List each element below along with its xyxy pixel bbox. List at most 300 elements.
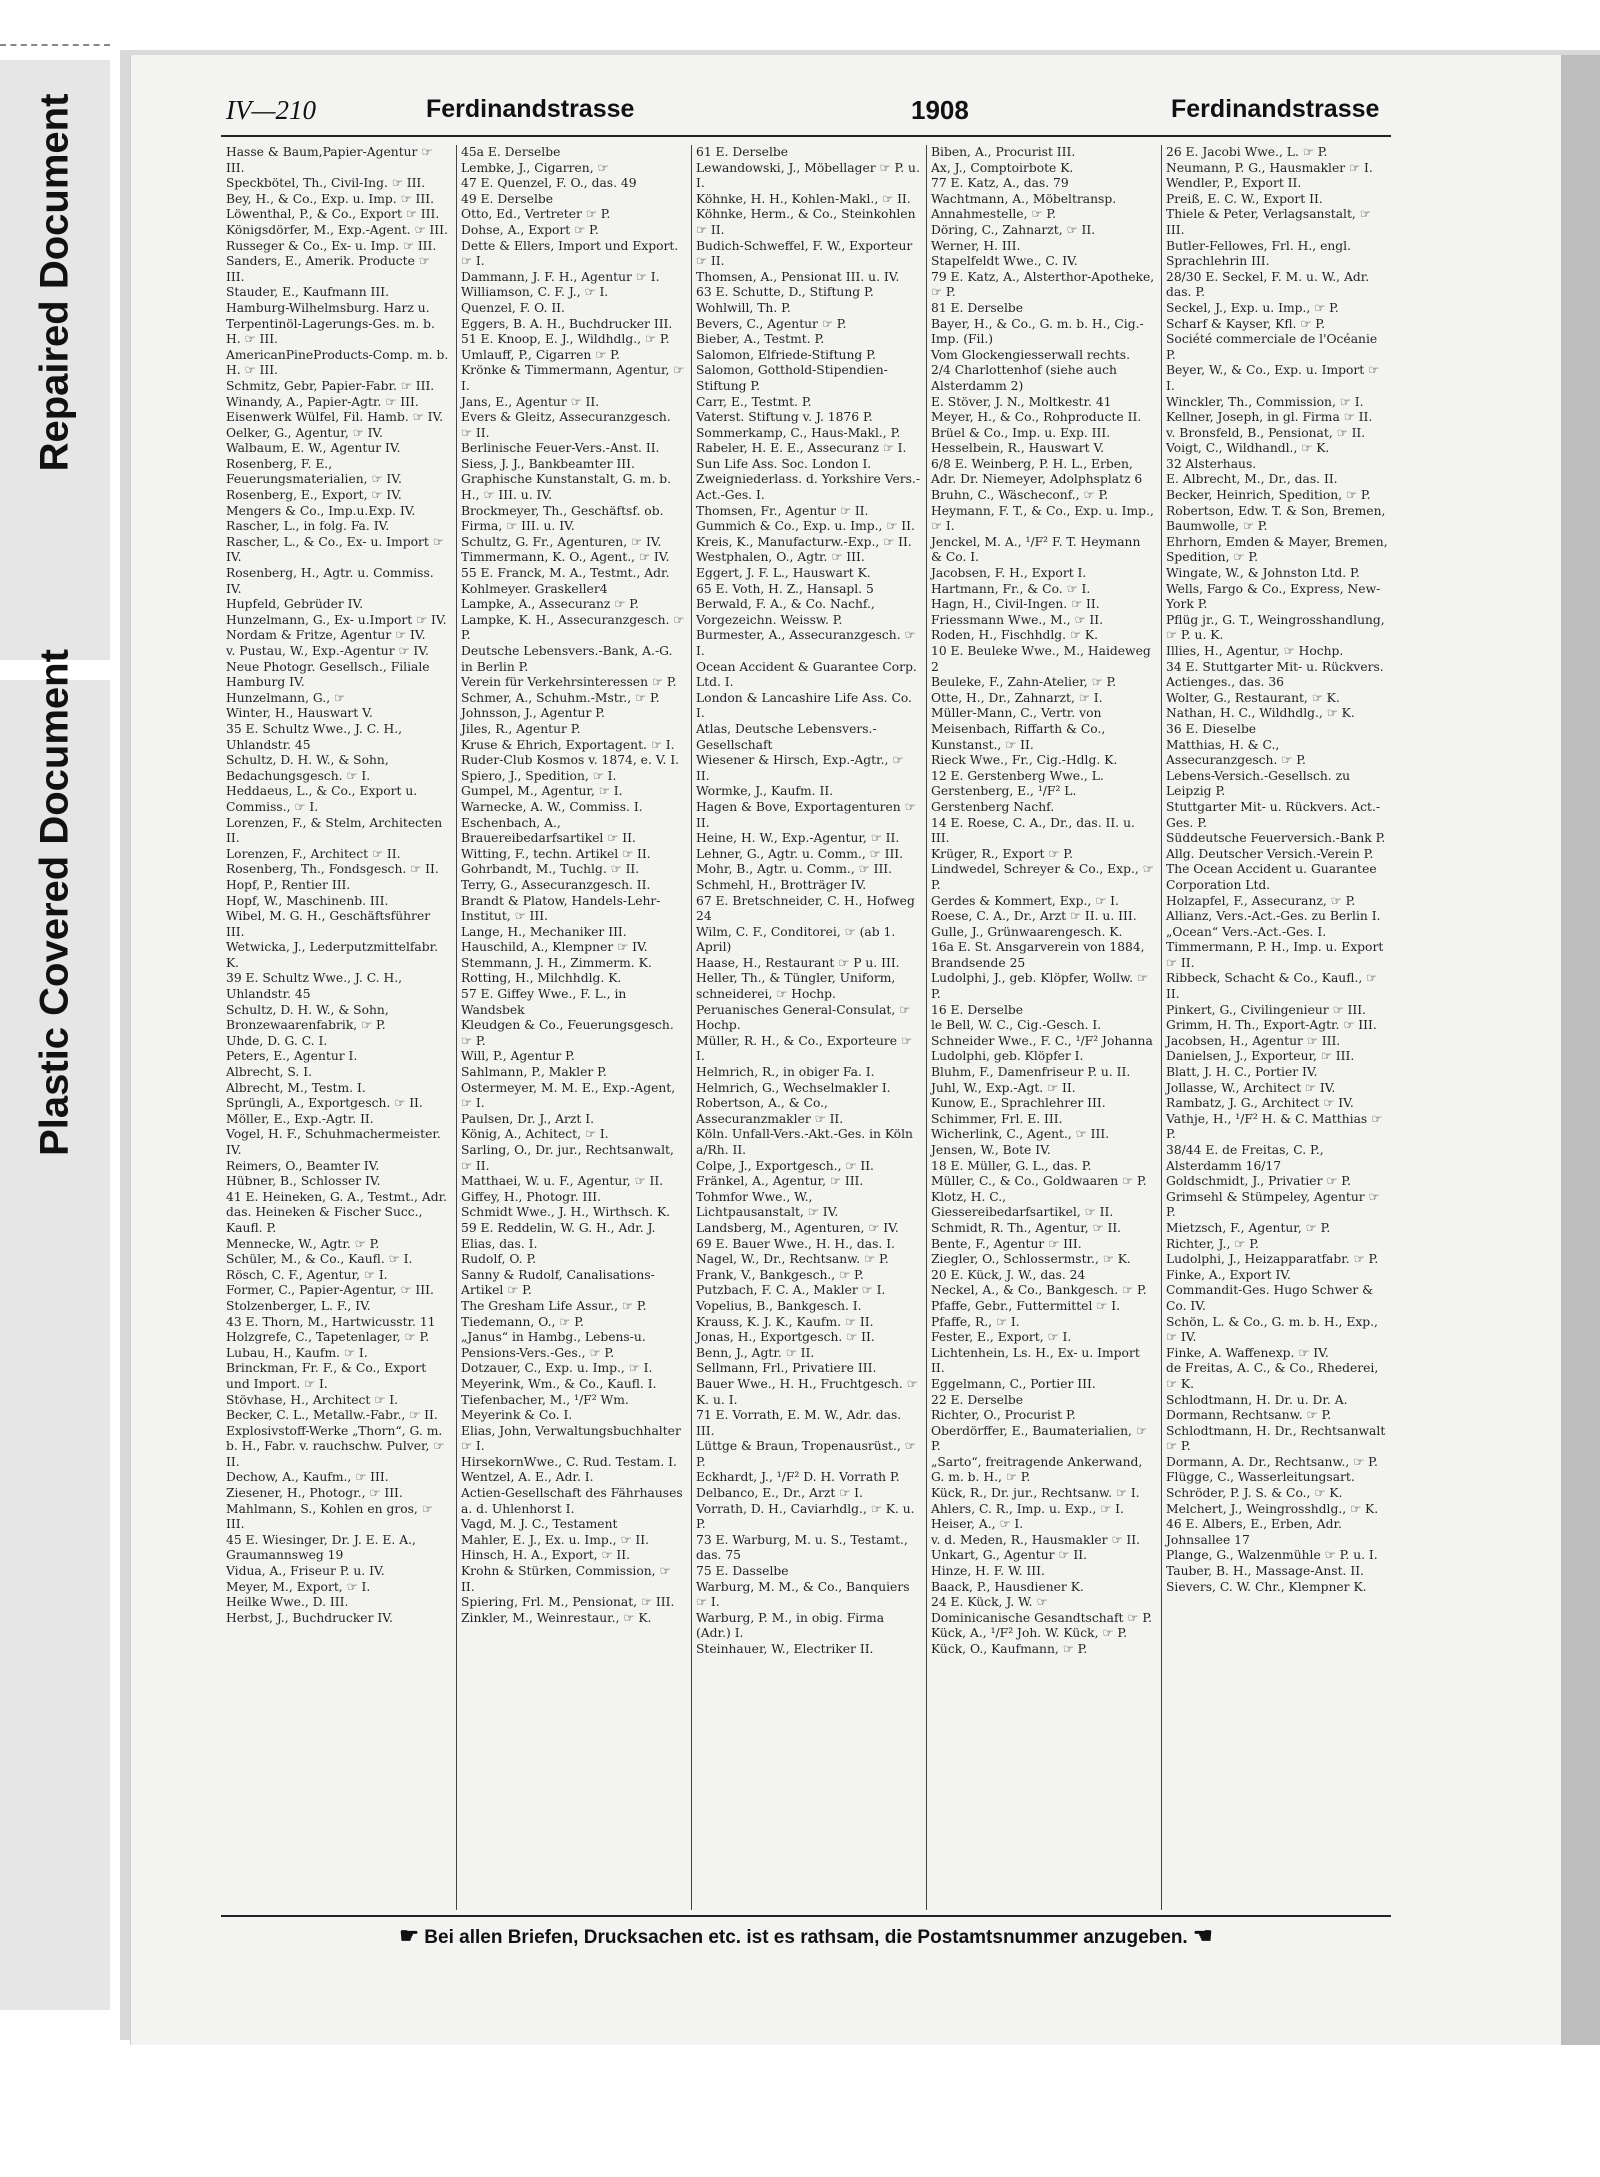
top-dashed-rule (0, 44, 110, 46)
directory-entry: Winandy, A., Papier-Agtr. ☞ III. (226, 394, 419, 409)
directory-entry: Hesselbein, R., Hauswart V. (931, 441, 1105, 456)
directory-entry: Schmidt Wwe., J. H., Wirthsch. K. (461, 1205, 671, 1220)
column-divider (691, 145, 692, 1910)
directory-entry: Heine, H. W., Exp.-Agentur, ☞ II. (696, 831, 900, 846)
directory-entry: Dominicanische Gesandtschaft ☞ P. (931, 1610, 1153, 1625)
directory-entry: 69 E. Bauer Wwe., H. H., das. I. (696, 1236, 895, 1251)
directory-entry: Bevers, C., Agentur ☞ P. (696, 316, 847, 331)
directory-entry: Rosenberg, E., Export, ☞ IV. (226, 488, 402, 503)
directory-entry: Rieck Wwe., Fr., Cig.-Hdlg. K. (931, 753, 1118, 768)
directory-entry: Schmehl, H., Brotträger IV. (696, 877, 867, 892)
directory-entry: Neumann, P. G., Hausmakler ☞ I. (1166, 160, 1373, 175)
directory-entry: Russeger & Co., Ex- u. Imp. ☞ III. (226, 238, 437, 253)
directory-entry: Scharf & Kayser, Kfl. ☞ P. (1166, 316, 1325, 331)
plastic-covered-document-label: Plastic Covered Document (32, 649, 77, 1156)
directory-entry: Hasse & Baum,Papier-Agentur ☞ III. (226, 145, 437, 175)
directory-entry: 22 E. Derselbe (931, 1392, 1024, 1407)
directory-entry: Atlas, Deutsche Lebensvers.-Gesellschaft (696, 721, 877, 752)
directory-entry: Krauss, K. J. K., Kaufm. ☞ II. (696, 1314, 874, 1329)
directory-entry: Müller, C., & Co., Goldwaaren ☞ P. (931, 1174, 1147, 1189)
directory-entry: Jonas, H., Exportgesch. ☞ II. (696, 1330, 875, 1345)
directory-entry: Gerdes & Kommert, Exp., ☞ I. (931, 893, 1119, 908)
directory-entry: Hagn, H., Civil-Ingen. ☞ II. (931, 597, 1100, 612)
directory-entry: Timmermann, P. H., Imp. u. Export ☞ II. (1166, 940, 1388, 970)
directory-entry: Lewandowski, J., Möbellager ☞ P. u. I. (696, 160, 924, 191)
directory-entry: 36 E. Dieselbe (1166, 721, 1257, 736)
directory-entry: Mahler, E. J., Ex. u. Imp., ☞ II. (461, 1532, 650, 1547)
directory-entry: Lichtenhein, Ls. H., Ex- u. Import II. (931, 1345, 1144, 1376)
directory-entry: Lange, H., Mechaniker III. (461, 924, 627, 939)
directory-entry: Spiero, J., Spedition, ☞ I. (461, 768, 617, 783)
directory-entry: Wiesener & Hirsch, Exp.-Agtr., ☞ II. (696, 753, 908, 783)
directory-entry: Kück, R., Dr. jur., Rechtsanw. ☞ I. (931, 1486, 1140, 1501)
directory-entry: 67 E. Bretschneider, C. H., Hofweg 24 (696, 893, 919, 924)
directory-entry: Krönke & Timmermann, Agentur, ☞ I. (461, 363, 689, 393)
directory-entry: Rambatz, J. G., Architect ☞ IV. (1166, 1096, 1354, 1111)
directory-entry: 63 E. Schutte, D., Stiftung P. (696, 285, 874, 300)
directory-entry: Richter, O., Procurist P. (931, 1408, 1076, 1423)
directory-entry: Eisenwerk Wülfel, Fil. Hamb. ☞ IV. (226, 410, 444, 425)
directory-entry: Rascher, L., & Co., Ex- u. Import ☞ IV. (226, 534, 448, 565)
directory-entry: Nathan, H. C., Wildhdlg., ☞ K. (1166, 706, 1355, 721)
directory-entry: Fester, E., Export, ☞ I. (931, 1330, 1072, 1345)
directory-entry: Thomsen, A., Pensionat III. u. IV. (696, 269, 900, 284)
directory-entry: Gumpel, M., Agentur, ☞ I. (461, 784, 623, 799)
directory-entry: 26 E. Jacobi Wwe., L. ☞ P. (1166, 145, 1328, 159)
header-rule (221, 135, 1391, 137)
directory-entry: Terry, G., Assecuranzgesch. II. (461, 877, 651, 892)
directory-entry: 18 E. Müller, G. L., das. P. (931, 1158, 1092, 1173)
directory-entry: Finke, A., Export IV. (1166, 1267, 1291, 1282)
footer-notice (221, 1923, 1391, 1949)
directory-entry: Neckel, A., & Co., Bankgesch. ☞ P. (931, 1283, 1147, 1298)
directory-entry: 49 E. Derselbe (461, 191, 554, 206)
directory-entry: Preiß, E. C. W., Export II. (1166, 191, 1323, 206)
directory-entry: Winter, H., Hauswart V. (226, 706, 373, 721)
directory-entry: Brockmeyer, Th., Geschäftsf. ob. Firma, ☞ III. u. IV. (461, 503, 668, 534)
directory-entry: E. Albrecht, M., Dr., das. II. (1166, 472, 1338, 487)
directory-entry: „Ocean“ Vers.-Act.-Ges. I. (1166, 924, 1327, 939)
directory-entry: Umlauff, P., Cigarren ☞ P. (461, 347, 620, 362)
directory-entry: Warburg, M. M., & Co., Banquiers ☞ I. (696, 1579, 914, 1610)
directory-entry: Wingate, W., & Johnston Ltd. P. (1166, 566, 1360, 581)
directory-entry: Lampke, K. H., Assecuranzgesch. ☞ P. (461, 612, 689, 643)
directory-entry: Tiefenbacher, M., ¹/F² Wm. Meyerink & Co. I. (461, 1392, 633, 1423)
directory-entry: Jenckel, M. A., ¹/F² F. T. Heymann & Co. I. (931, 534, 1145, 565)
directory-entry: Robertson, Edw. T. & Son, Bremen, Baumwolle, ☞ P. (1166, 503, 1390, 534)
directory-entry: Rabeler, H. E. E., Assecuranz ☞ I. (696, 441, 907, 456)
directory-entry: Herbst, J., Buchdrucker IV. (226, 1610, 393, 1625)
directory-entry: Becker, Heinrich, Spedition, ☞ P. (1166, 488, 1371, 503)
directory-entry: Jacobsen, F. H., Export I. (931, 566, 1087, 581)
directory-entry: Warnecke, A. W., Commiss. I. (461, 799, 643, 814)
directory-entry: Beyer, W., & Co., Exp. u. Import ☞ I. (1166, 363, 1384, 393)
directory-entry: Kellner, Joseph, in gl. Firma ☞ II. (1166, 410, 1373, 425)
directory-entry: Schmer, A., Schuhm.-Mstr., ☞ P. (461, 690, 660, 705)
directory-entry: Eggelmann, C., Portier III. (931, 1376, 1096, 1391)
directory-entry: Vidua, A., Friseur P. u. IV. (226, 1564, 385, 1579)
directory-entry: Mietzsch, F., Agentur, ☞ P. (1166, 1220, 1331, 1235)
directory-entry: Rösch, C. F., Agentur, ☞ I. (226, 1267, 388, 1282)
directory-entry: Ziegler, O., Schlossermstr., ☞ K. (931, 1252, 1131, 1267)
directory-entry: Unkart, G., Agentur ☞ II. (931, 1548, 1087, 1563)
directory-entry: König, A., Achitect, ☞ I. (461, 1127, 609, 1142)
directory-entry: Rosenberg, H., Agtr. u. Commiss. IV. (226, 566, 438, 596)
directory-entry: Lüttge & Braun, Tropenausrüst., ☞ P. (696, 1439, 920, 1469)
directory-entry: Ruder-Club Kosmos v. 1874, e. V. I. (461, 753, 680, 768)
column-3 (696, 145, 924, 1915)
directory-entry: Heiser, A., ☞ I. (931, 1517, 1024, 1532)
directory-entry: HirsekornWwe., C. Rud. Testam. I. (461, 1454, 677, 1469)
directory-entry: Vogel, H. F., Schuhmachermeister. IV. (226, 1127, 445, 1157)
directory-entry: Pfaffe, Gebr., Futtermittel ☞ I. (931, 1298, 1120, 1313)
directory-entry: E. Stöver, J. N., Moltkestr. 41 (931, 394, 1112, 409)
page-header (226, 95, 1391, 135)
directory-entry: Heymann, F. T., & Co., Exp. u. Imp., ☞ I. (931, 503, 1158, 534)
directory-entry: Meyer, M., Export, ☞ I. (226, 1579, 371, 1594)
directory-entry: Richter, J., ☞ P. (1166, 1236, 1259, 1251)
directory-entry: Brüel & Co., Imp. u. Exp. III. (931, 425, 1111, 440)
directory-entry: Lebens-Versich.-Gesellsch. zu Leipzig P. (1166, 768, 1354, 799)
directory-entry: Berwald, F. A., & Co. Nachf., Vorgezeichn. Weissw. P. (696, 597, 879, 627)
directory-entry: Peters, E., Agentur I. (226, 1049, 358, 1064)
directory-entry: 35 E. Schultz Wwe., J. C. H., Uhlandstr. 45 (226, 721, 406, 752)
directory-entry: Blatt, J. H. C., Portier IV. (1166, 1065, 1318, 1080)
directory-entry: Thiele & Peter, Verlagsanstalt, ☞ III. (1166, 207, 1375, 237)
directory-entry: 45a E. Derselbe (461, 145, 561, 159)
page-number: IV—210 (226, 95, 316, 125)
directory-entry: Kleudgen & Co., Feuerungsgesch. ☞ P. (461, 1018, 678, 1048)
directory-entry: Ludolphi, J., geb. Klöpfer, Wollw. ☞ P. (931, 971, 1152, 1002)
directory-entry: Stolzenberger, L. F., IV. (226, 1298, 371, 1313)
directory-entry: Wells, Fargo & Co., Express, New-York P. (1166, 581, 1381, 612)
column-5 (1166, 145, 1390, 1915)
directory-entry: Will, P., Agentur P. (461, 1049, 575, 1064)
directory-entry: Rosenberg, Th., Fondsgesch. ☞ II. (226, 862, 439, 877)
directory-entry: 79 E. Katz, A., Alsterthor-Apotheke, ☞ P. (931, 269, 1159, 300)
directory-entry: Kruse & Ehrich, Exportagent. ☞ I. (461, 737, 675, 752)
directory-entry: Oberdörffer, E., Baumaterialien, ☞ P. (931, 1423, 1151, 1454)
directory-entry: 41 E. Heineken, G. A., Testmt., Adr. das. Heineken & Fischer Succ., Kaufl. P. (226, 1189, 451, 1235)
directory-entry: Wohlwill, Th. P. (696, 300, 791, 315)
directory-entry: de Freitas, A. C., & Co., Rhederei, ☞ K. (1166, 1361, 1383, 1391)
directory-entry: Hunzelmann, G., ☞ (226, 690, 346, 705)
directory-entry: v. d. Meden, R., Hausmakler ☞ II. (931, 1532, 1141, 1547)
directory-entry: Eschenbach, A., Brauereibedarfsartikel ☞ II. (461, 815, 636, 846)
directory-entry: Bluhm, F., Damenfriseur P. u. II. (931, 1065, 1131, 1080)
directory-entry: Kreis, K., Manufacturw.-Exp., ☞ II. (696, 534, 912, 549)
directory-entry: The Gresham Life Assur., ☞ P. (461, 1298, 647, 1313)
directory-entry: Hopf, W., Maschinenb. III. (226, 893, 389, 908)
directory-entry: 16 E. Derselbe (931, 1002, 1024, 1017)
directory-entry: 43 E. Thorn, M., Hartwicusstr. 11 (226, 1314, 436, 1329)
column-2 (461, 145, 689, 1915)
directory-entry: Schlodtmann, H. Dr. u. Dr. A. Dormann, Rechtsanw. ☞ P. (1166, 1392, 1352, 1423)
directory-entry: Spiering, Frl. M., Pensionat, ☞ III. (461, 1595, 675, 1610)
directory-entry: Müller-Mann, C., Vertr. von Meisenbach, Riffarth & Co., Kunstanst., ☞ II. (931, 706, 1110, 752)
directory-entry: Sanders, E., Amerik. Producte ☞ III. (226, 254, 434, 284)
directory-entry: Wachtmann, A., Möbeltransp. Annahmestelle, ☞ P. (931, 191, 1121, 222)
directory-entry: 61 E. Derselbe (696, 145, 789, 159)
directory-entry: Grimm, H. Th., Export-Agtr. ☞ III. (1166, 1018, 1377, 1033)
directory-entry: Schröder, P. J. S. & Co., ☞ K. (1166, 1486, 1343, 1501)
directory-entry: Hupfeld, Gebrüder IV. (226, 597, 364, 612)
directory-entry: Meyerink, Wm., & Co., Kaufl. I. (461, 1376, 657, 1391)
directory-entry: Hübner, B., Schlosser IV. (226, 1174, 381, 1189)
directory-entry: Gohrbandt, M., Tuchlg. ☞ II. (461, 862, 640, 877)
directory-entry: Hinze, H. F. W. III. (931, 1564, 1045, 1579)
directory-entry: Commandit-Ges. Hugo Schwer & Co. IV. (1166, 1283, 1378, 1313)
directory-entry: Schmitz, Gebr, Papier-Fabr. ☞ III. (226, 378, 435, 393)
directory-entry: Voigt, C., Wildhandl., ☞ K. (1166, 441, 1330, 456)
directory-entry: Illies, H., Agentur, ☞ Hochp. (1166, 644, 1344, 658)
directory-entry: Hauschild, A., Klempner ☞ IV. (461, 940, 648, 955)
directory-entry: 51 E. Knoop, E. J., Wildhdlg., ☞ P. (461, 332, 670, 347)
directory-entry: Salomon, Elfriede-Stiftung P. (696, 347, 876, 362)
directory-entry: Tauber, B. H., Massage-Anst. II. (1166, 1564, 1364, 1579)
directory-entry: Vagd, M. J. C., Testament (461, 1517, 618, 1532)
footer-rule (221, 1915, 1391, 1917)
directory-entry: Ehrhorn, Emden & Mayer, Bremen, Spedition, ☞ P. (1166, 534, 1392, 565)
directory-entry: 34 E. Stuttgarter Mit- u. Rückvers. Actienges., das. 36 (1166, 659, 1388, 690)
directory-entry: Bente, F., Agentur ☞ III. (931, 1236, 1082, 1251)
directory-entry: Sprüngli, A., Exportgesch. ☞ II. (226, 1096, 423, 1111)
directory-entry: Hinsch, H. A., Export, ☞ II. (461, 1548, 631, 1563)
directory-entry: Müller, R. H., & Co., Exporteure ☞ I. (696, 1033, 916, 1064)
directory-entry: Allianz, Vers.-Act.-Ges. zu Berlin I. (1166, 909, 1381, 924)
directory-entry: 57 E. Giffey Wwe., F. L., in Wandsbek (461, 987, 631, 1017)
directory-entry: Mennecke, W., Agtr. ☞ P. (226, 1236, 380, 1251)
directory-entry: Heilke Wwe., D. III. (226, 1595, 349, 1610)
directory-entry: Biben, A., Procurist III. (931, 145, 1076, 159)
directory-entry: Sahlmann, P., Makler P. (461, 1065, 607, 1080)
directory-entry: Becker, C. L., Metallw.-Fabr., ☞ II. (226, 1408, 438, 1423)
directory-entry: Peruanisches General-Consulat, ☞ Hochp. (696, 1002, 915, 1033)
directory-entry: Neue Photogr. Gesellsch., Filiale Hamburg IV. (226, 659, 434, 690)
directory-entry: Pinkert, G., Civilingenieur ☞ III. (1166, 1002, 1367, 1017)
directory-entry: 81 E. Derselbe (931, 300, 1024, 315)
column-4 (931, 145, 1159, 1915)
directory-entry: Rotting, H., Milchhdlg. K. (461, 971, 622, 986)
directory-entry: Bayer, H., & Co., G. m. b. H., Cig.-Imp. (Fil.) (931, 316, 1144, 347)
directory-entry: Dechow, A., Kaufm., ☞ III. (226, 1470, 389, 1485)
directory-entry: Schüler, M., & Co., Kaufl. ☞ I. (226, 1252, 413, 1267)
directory-entry: Wetwicka, J., Lederputzmittelfabr. K. (226, 940, 442, 970)
directory-entry: Williamson, C. F. J., ☞ I. (461, 285, 609, 300)
directory-entry: Rosenberg, F. E., Feuerungsmaterialien, ☞ IV. (226, 456, 402, 487)
directory-entry: Vaterst. Stiftung v. J. 1876 P. (696, 410, 873, 425)
directory-entry: Sanny & Rudolf, Canalisations-Artikel ☞ P. (461, 1267, 655, 1298)
directory-entry: 6/8 E. Weinberg, P. H. L., Erben, Adr. Dr. Niemeyer, Adolphsplatz 6 (931, 456, 1143, 487)
directory-entry: Delbanco, E., Dr., Arzt ☞ I. (696, 1486, 863, 1501)
directory-entry: Wilm, C. F., Conditorei, ☞ (ab 1. April) (696, 924, 900, 955)
directory-entry: Wolter, G., Restaurant, ☞ K. (1166, 690, 1340, 705)
directory-entry: Verein für Verkehrsinteressen ☞ P. (461, 675, 677, 690)
directory-entry: Bruhn, C., Wäscheconf., ☞ P. (931, 488, 1109, 503)
directory-entry: Bauer Wwe., H. H., Fruchtgesch. ☞ K. u. I. (696, 1376, 922, 1407)
directory-entry: Ax, J., Comptoirbote K. (931, 160, 1074, 175)
directory-entry: Ribbeck, Schacht & Co., Kaufl., ☞ II. (1166, 971, 1382, 1002)
directory-entry: Wentzel, A. E., Adr. I. (461, 1470, 594, 1485)
directory-entry: Colpe, J., Exportgesch., ☞ II. (696, 1158, 874, 1173)
directory-entry: Jans, E., Agentur ☞ II. (461, 394, 600, 409)
directory-entry: 55 E. Franck, M. A., Testmt., Adr. Kohlmeyer. Graskeller4 (461, 566, 674, 596)
scan-label-sidebar (0, 60, 110, 2010)
directory-entry: 39 E. Schultz Wwe., J. C. H., Uhlandstr. 45 (226, 971, 406, 1002)
street-name-right: Ferdinandstrasse (1171, 95, 1380, 123)
directory-entry: Wormke, J., Kaufm. II. (696, 784, 834, 799)
directory-entry: Actien-Gesellschaft des Fährhauses a. d. Uhlenhorst I. (461, 1486, 687, 1516)
directory-entry: Schön, L. & Co., G. m. b. H., Exp., ☞ IV. (1166, 1314, 1382, 1345)
directory-entry: Krüger, R., Export ☞ P. (931, 846, 1074, 861)
directory-entry: Holzapfel, F., Assecuranz, ☞ P. (1166, 893, 1356, 908)
directory-entry: Ziesener, H., Photogr., ☞ III. (226, 1486, 403, 1501)
directory-entry: Dotzauer, C., Exp. u. Imp., ☞ I. (461, 1361, 653, 1376)
directory-entry: Former, C., Papier-Agentur, ☞ III. (226, 1283, 434, 1298)
directory-entry: Werner, H. III. (931, 238, 1021, 253)
directory-entry: Stemmann, J. H., Zimmerm. K. (461, 955, 652, 970)
directory-entry: Gummich & Co., Exp. u. Imp., ☞ II. (696, 519, 915, 534)
directory-entry: 20 E. Kück, J. W., das. 24 (931, 1267, 1086, 1282)
directory-entry: Kunow, E., Sprachlehrer III. (931, 1096, 1106, 1111)
directory-entry: Flügge, C., Wasserleitungsart. (1166, 1470, 1355, 1485)
directory-entry: 59 E. Reddelin, W. G. H., Adr. J. Elias, das. I. (461, 1220, 660, 1251)
directory-entry: Tiedemann, O., ☞ P. (461, 1314, 584, 1329)
directory-entry: Süddeutsche Feuerversich.-Bank P. (1166, 831, 1386, 846)
pointing-hand-left-icon: ☛ (399, 1923, 419, 1948)
directory-entry: Brandt & Platow, Handels-Lehr-Institut, ☞ III. (461, 893, 661, 924)
directory-entry: Ahlers, C. R., Imp. u. Exp., ☞ I. (931, 1501, 1124, 1516)
directory-entry: Wendler, P., Export II. (1166, 176, 1302, 191)
directory-page (130, 55, 1561, 2045)
column-1 (226, 145, 453, 1915)
directory-entry: Otto, Ed., Vertreter ☞ P. (461, 207, 611, 222)
directory-entry: Matthaei, W. u. F., Agentur, ☞ II. (461, 1174, 664, 1189)
directory-entry: Roden, H., Fischhdlg. ☞ K. (931, 628, 1099, 643)
directory-entry: Thomsen, Fr., Agentur ☞ II. (696, 503, 869, 518)
directory-entry: Friessmann Wwe., M., ☞ II. (931, 612, 1104, 627)
directory-entry: Speckbötel, Th., Civil-Ing. ☞ III. (226, 176, 426, 191)
directory-entry: Vorrath, D. H., Caviarhdlg., ☞ K. u. P. (696, 1501, 919, 1532)
directory-entry: Finke, A. Waffenexp. ☞ IV. (1166, 1345, 1329, 1360)
directory-entry: Gerstenberg, E., ¹/F² L. Gerstenberg Nachf. (931, 784, 1081, 814)
directory-entry: Frank, V., Bankgesch., ☞ P. (696, 1267, 864, 1282)
directory-entry: Wicherlink, C., Agent., ☞ III. (931, 1127, 1110, 1142)
directory-entry: Sievers, C. W. Chr., Klempner K. (1166, 1579, 1367, 1594)
directory-entry: Otte, H., Dr., Zahnarzt, ☞ I. (931, 690, 1103, 705)
directory-entry: Elias, John, Verwaltungsbuchhalter ☞ I. (461, 1423, 685, 1454)
directory-entry: Johnsson, J., Agentur P. (461, 706, 605, 721)
directory-entry: Lindwedel, Schreyer & Co., Exp., ☞ P. (931, 862, 1158, 892)
pointing-hand-right-icon: ☚ (1193, 1923, 1213, 1948)
directory-entry: Holzgrefe, C., Tapetenlager, ☞ P. (226, 1330, 430, 1345)
directory-entry: Walbaum, E. W., Agentur IV. (226, 441, 401, 456)
directory-entry: Reimers, O., Beamter IV. (226, 1158, 380, 1173)
directory-entry: Goldschmidt, J., Privatier ☞ P. (1166, 1174, 1351, 1189)
directory-entry: Rascher, L., in folg. Fa. IV. (226, 519, 390, 534)
directory-entry: Butler-Fellowes, Frl. H., engl. Sprachlehrin III. (1166, 238, 1355, 269)
directory-entry: Rudolf, O. P. (461, 1252, 537, 1267)
directory-entry: Schneider Wwe., F. C., ¹/F² Johanna Ludolphi, geb. Klöpfer I. (931, 1033, 1157, 1064)
directory-entry: Fränkel, A., Agentur, ☞ III. (696, 1174, 864, 1189)
directory-entry: Grimsehl & Stümpeley, Agentur ☞ P. (1166, 1189, 1384, 1220)
directory-entry: Allg. Deutscher Versich.-Verein P. (1166, 846, 1374, 861)
directory-entry: Graphische Kunstanstalt, G. m. b. H., ☞ III. u. IV. (461, 472, 675, 503)
directory-entry: Stövhase, H., Architect ☞ I. (226, 1392, 398, 1407)
directory-entry: Klotz, H. C., Giessereibedarfsartikel, ☞ II. (931, 1189, 1114, 1220)
directory-entry: Budich-Schweffel, F. W., Exporteur ☞ II. (696, 238, 917, 269)
directory-entry: Lubau, H., Kaufm. ☞ I. (226, 1345, 368, 1360)
directory-entry: Vopelius, B., Bankgesch. I. (696, 1298, 862, 1313)
directory-entry: Lembke, J., Cigarren, ☞ (461, 160, 609, 175)
directory-entry: Stuttgarter Mit- u. Rückvers. Act.-Ges. P. (1166, 799, 1381, 830)
directory-entry: v. Pustau, W., Exp.-Agentur ☞ IV. (226, 644, 429, 658)
directory-entry: Carr, E., Testmt. P. (696, 394, 812, 409)
directory-entry: Robertson, A., & Co., Assecuranzmakler ☞ II. (696, 1096, 844, 1126)
directory-entry: Deutsche Lebensvers.-Bank, A.-G. in Berlin P. (461, 644, 677, 674)
directory-entry: Uhde, D. G. C. I. (226, 1033, 328, 1048)
directory-entry: Mohr, B., Agtr. u. Comm., ☞ III. (696, 862, 893, 877)
directory-entry: Sarling, O., Dr. jur., Rechtsanwalt, ☞ II. (461, 1143, 678, 1173)
directory-entry: Burmester, A., Assecuranzgesch. ☞ I. (696, 628, 920, 658)
directory-entry: Kück, A., ¹/F² Joh. W. Kück, ☞ P. (931, 1626, 1128, 1641)
directory-entry: Matthias, H. & C., Assecuranzgesch. ☞ P. (1166, 737, 1306, 768)
directory-entry: Westphalen, O., Agtr. ☞ III. (696, 550, 865, 565)
directory-entry: le Bell, W. C., Cig.-Gesch. I. (931, 1018, 1102, 1033)
directory-entry: Eggert, J. F. L., Hauswart K. (696, 566, 871, 581)
directory-entry: Schlodtmann, H. Dr., Rechtsanwalt ☞ P. (1166, 1423, 1390, 1454)
directory-entry: Giffey, H., Photogr. III. (461, 1189, 601, 1204)
directory-entry: Steinhauer, W., Electriker II. (696, 1642, 874, 1656)
column-divider (1161, 145, 1162, 1910)
directory-entry: Krohn & Stürken, Commission, ☞ II. (461, 1564, 675, 1594)
directory-entry: Tohmfor Wwe., W., Lichtpausanstalt, ☞ IV. (696, 1189, 839, 1220)
column-divider (926, 145, 927, 1910)
footer-text: Bei allen Briefen, Drucksachen etc. ist es rathsam, die Postamtsnummer anzugeben. (424, 1927, 1188, 1948)
directory-entry: Jollasse, W., Architect ☞ IV. (1166, 1080, 1336, 1095)
directory-entry: Salomon, Gotthold-Stipendien-Stiftung P. (696, 363, 888, 393)
directory-entry: The Ocean Accident u. Guarantee Corporation Ltd. (1166, 862, 1381, 892)
directory-entry: 12 E. Gerstenberg Wwe., L. (931, 768, 1104, 783)
directory-entry: 16a E. St. Ansgarverein von 1884, Brandsende 25 (931, 940, 1149, 970)
directory-entry: Sommerkamp, C., Haus-Makl., P. (696, 425, 901, 440)
directory-entry: Ludolphi, J., Heizapparatfabr. ☞ P. (1166, 1252, 1379, 1267)
directory-entry: Jensen, W., Bote IV. (931, 1143, 1051, 1157)
directory-entry: Pfaffe, R., ☞ I. (931, 1314, 1020, 1329)
directory-entry: Beuleke, F., Zahn-Atelier, ☞ P. (931, 675, 1117, 690)
directory-entry: Ocean Accident & Guarantee Corp. Ltd. I. (696, 659, 921, 690)
directory-entry: Löwenthal, P., & Co., Export ☞ III. (226, 207, 440, 222)
directory-entry: Vathje, H., ¹/F² H. & C. Matthias ☞ P. (1166, 1111, 1387, 1142)
directory-entry: Schultz, D. H. W., & Sohn, Bedachungsgesch. ☞ I. (226, 753, 393, 783)
directory-entry: Köhnke, Herm., & Co., Steinkohlen ☞ II. (696, 207, 920, 237)
directory-entry: Königsdörfer, M., Exp.-Agent. ☞ III. (226, 222, 448, 237)
directory-entry: 47 E. Quenzel, F. O., das. 49 (461, 176, 637, 191)
directory-entry: Sun Life Ass. Soc. London I. (696, 456, 872, 471)
directory-entry: Köhnke, H. H., Kohlen-Makl., ☞ II. (696, 191, 911, 206)
directory-entry: Jacobsen, H., Agentur ☞ III. (1166, 1033, 1341, 1048)
directory-entry: Juhl, W., Exp.-Agt. ☞ II. (931, 1080, 1076, 1095)
directory-entry: 73 E. Warburg, M. u. S., Testamt., das. 75 (696, 1532, 912, 1563)
directory-entry: AmericanPineProducts-Comp. m. b. H. ☞ III. (226, 347, 453, 378)
directory-entry: Dette & Ellers, Import und Export. ☞ I. (461, 238, 683, 269)
directory-entry: Stauder, E., Kaufmann III. (226, 285, 390, 300)
directory-entry: Heddaeus, L., & Co., Export u. Commiss., ☞ I. (226, 784, 422, 814)
directory-entry: Schultz, D. H. W., & Sohn, Bronzewaarenfabrik, ☞ P. (226, 1002, 393, 1033)
directory-entry: 46 E. Albers, E., Erben, Adr. Johnsallee 17 (1166, 1517, 1346, 1547)
directory-entry: Lorenzen, F., Architect ☞ II. (226, 846, 401, 861)
directory-entry: Explosivstoff-Werke „Thorn“, G. m. b. H., Fabr. v. rauchschw. Pulver, ☞ II. (226, 1423, 449, 1469)
